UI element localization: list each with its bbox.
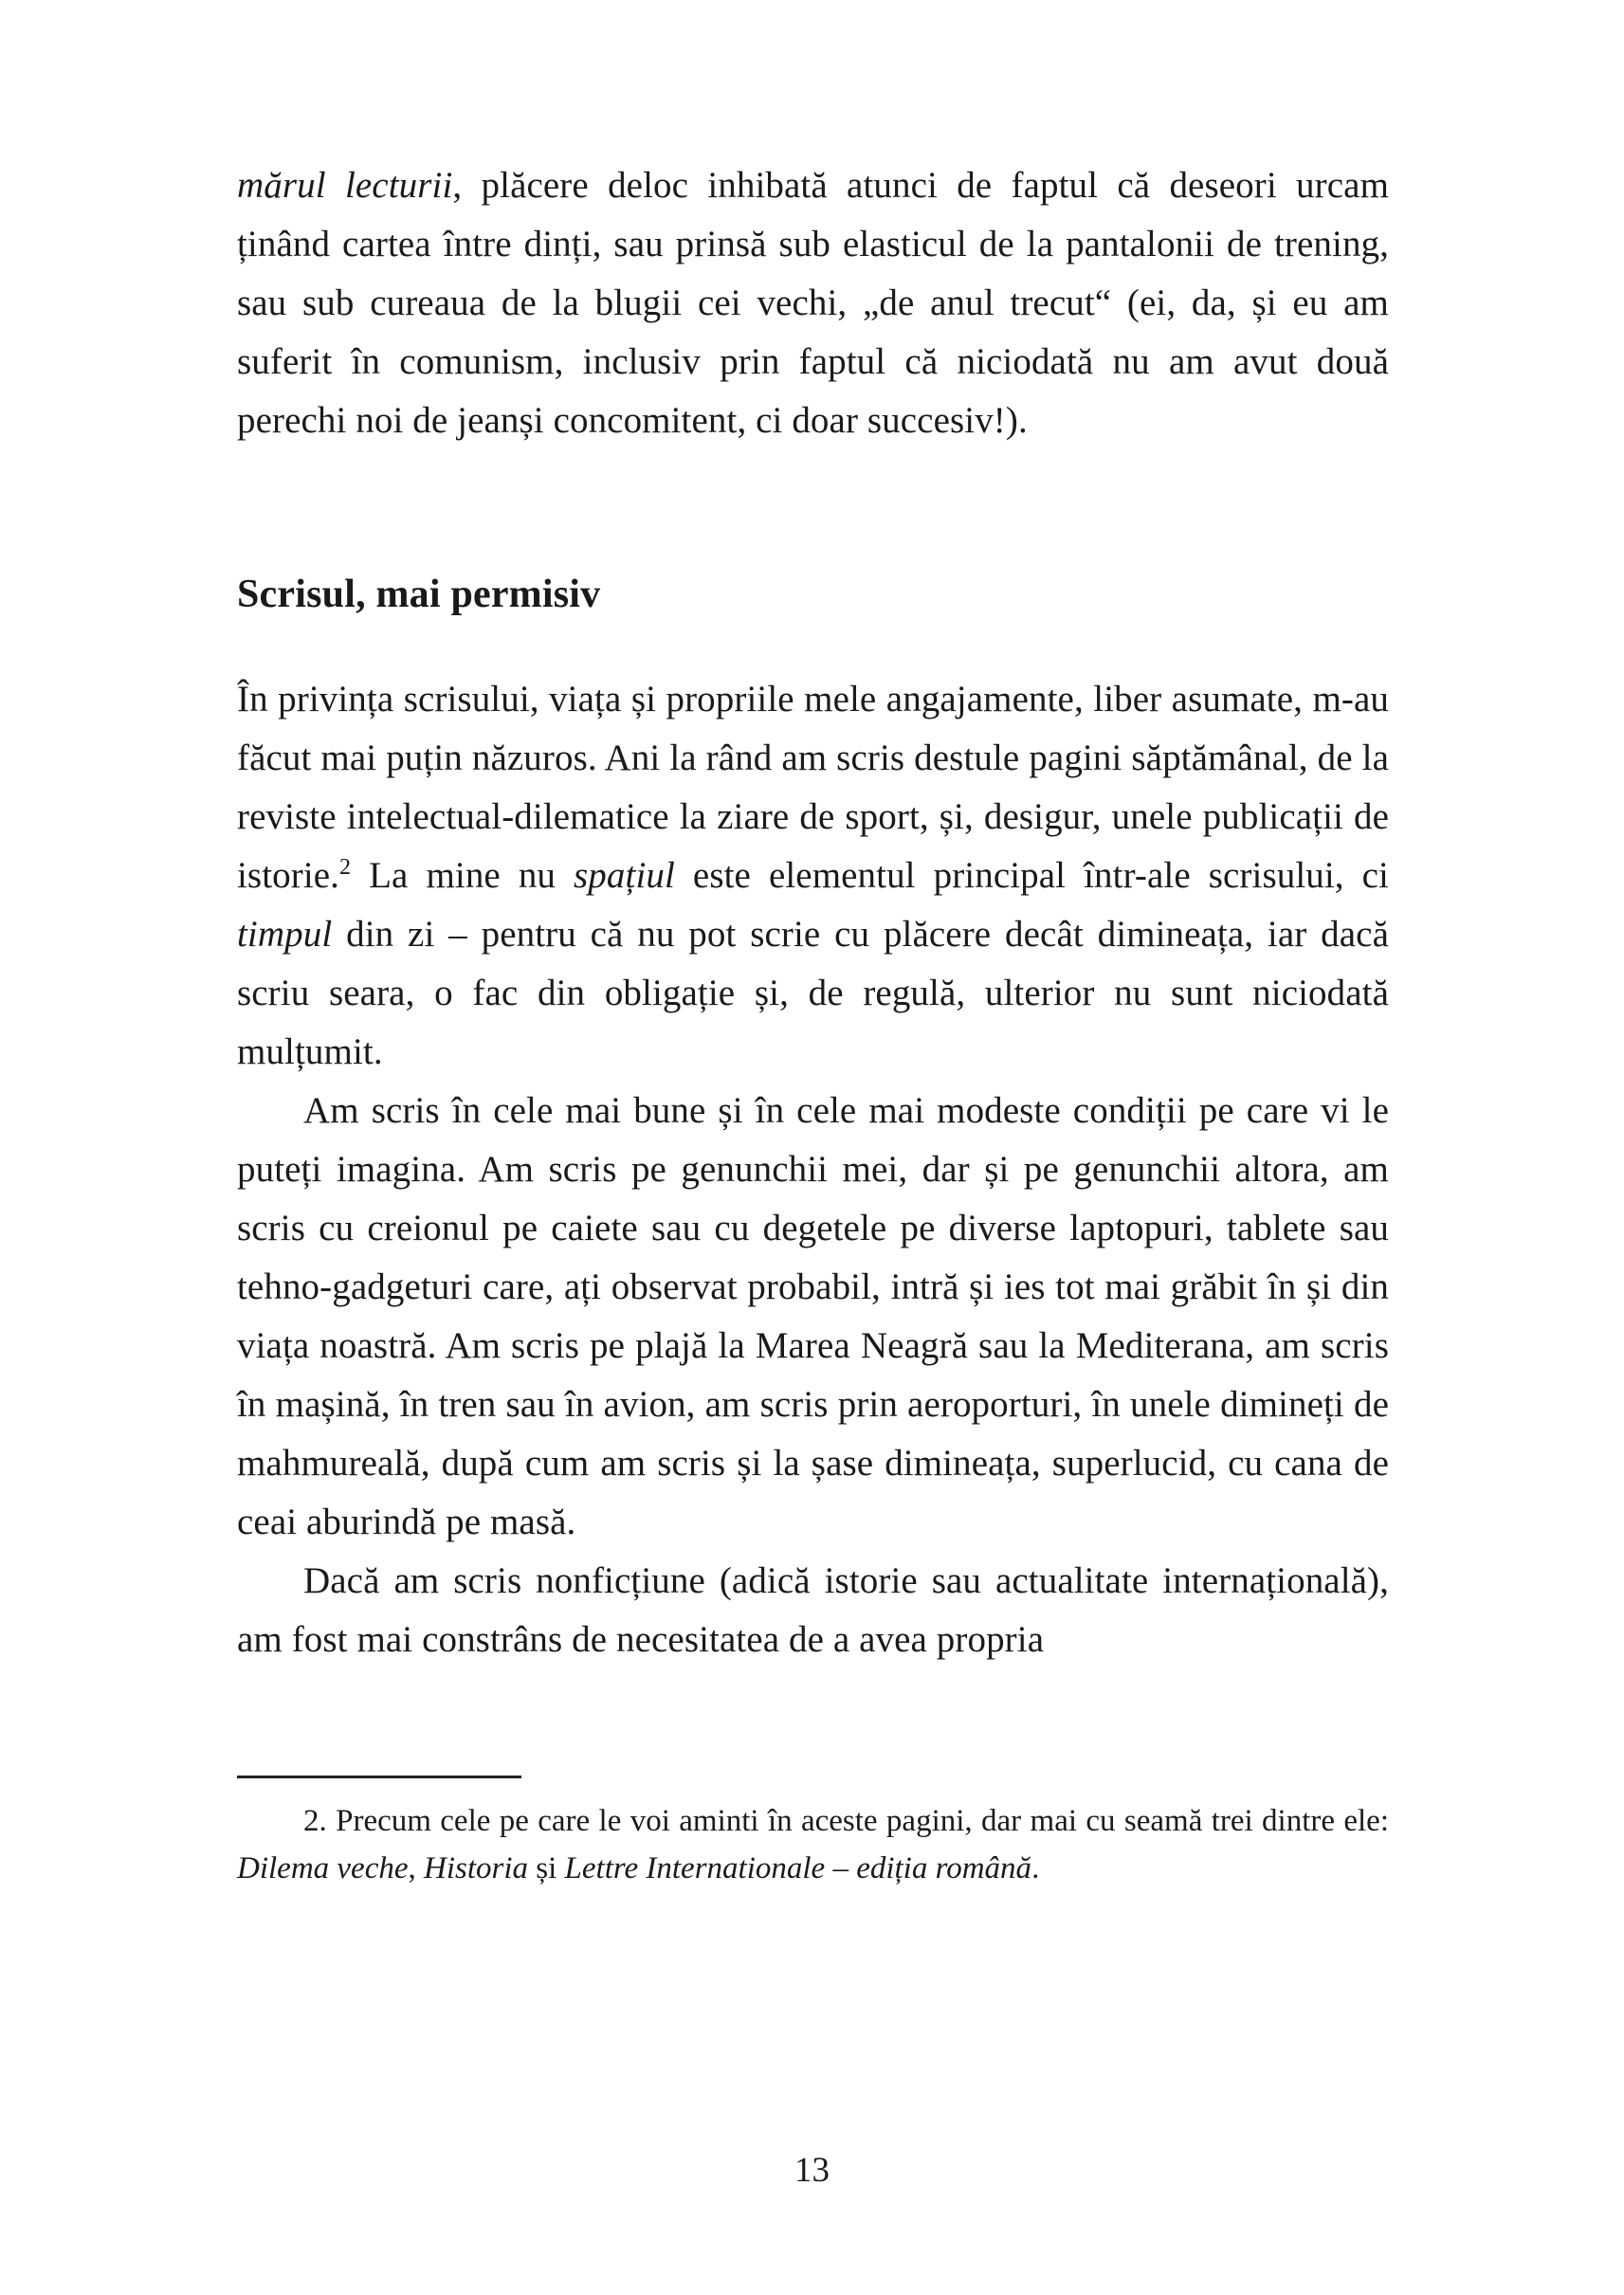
footnote-text: 2. Precum cele pe care le voi aminti în aceste pagini, dar mai cu seamă trei dintre ele: bbox=[303, 1804, 1389, 1838]
footnote-text: . bbox=[1031, 1851, 1040, 1885]
paragraph-text: Dacă am scris nonficțiune (adică istorie sau actualitate internațională), am fost mai constrâns de necesitatea de a avea propria bbox=[237, 1560, 1389, 1660]
body-paragraph-writing bbox=[237, 670, 1389, 1082]
paragraph-text: La mine nu bbox=[351, 855, 575, 896]
footnote-reference-2: 2 bbox=[339, 855, 352, 880]
italic-word-spatiul: spațiul bbox=[574, 855, 675, 896]
paragraph-text: Am scris în cele mai bune și în cele mai modeste condiții pe care vi le puteți imagina. Am scris pe genunchii mei, dar și pe genunchii altora, am scris cu creionul pe caiete sau cu degetele pe diverse laptopuri, tablete sau tehno-gadgeturi care, ați observat probabil, intră și ies tot mai grăbit în și din viața noastră. Am scris pe plajă la Marea Neagră sau la Mediterana, am scris în mașină, în tren sau în avion, am scris prin aeroporturi, în unele dimineți de mahmureală, după cum am scris și la șase dimineața, superlucid, cu cana de ceai aburindă pe masă. bbox=[237, 1090, 1389, 1542]
opening-paragraph-continuation bbox=[237, 156, 1389, 450]
footnote-text: și bbox=[528, 1851, 565, 1885]
paragraph-text: În privința scrisului, viața și propriile mele angajamente, liber asumate, m-au făcut mai puțin năzuros. Ani la rând am scris destule pagini săptămânal, de la reviste intelectual-dilematice la ziare de sport, și, desigur, unele publicații de istorie. bbox=[237, 679, 1389, 896]
italic-title-lettre-internationale: Lettre Internationale – ediția română bbox=[564, 1851, 1032, 1885]
paragraph-text: din zi – pentru că nu pot scrie cu plăcere decât dimineața, iar dacă scriu seara, o fac din obligație și, de regulă, ulterior nu sunt niciodată mulțumit. bbox=[237, 914, 1389, 1072]
italic-title-dilema-veche: Dilema veche bbox=[237, 1851, 409, 1885]
body-paragraph-nonfiction bbox=[237, 1552, 1389, 1669]
footnote-text: , bbox=[408, 1851, 424, 1885]
footnote bbox=[237, 1797, 1389, 1892]
page-body-text bbox=[237, 156, 1389, 1669]
section-heading: Scrisul, mai permisiv bbox=[237, 573, 601, 616]
body-paragraph-conditions bbox=[237, 1082, 1389, 1552]
italic-title-historia: Historia bbox=[424, 1851, 529, 1885]
footnote-separator-rule bbox=[237, 1776, 521, 1778]
page-number: 13 bbox=[794, 2151, 830, 2190]
paragraph-text: , plăcere deloc inhibată atunci de faptul că deseori urcam ținând cartea între dinți, sau prinsă sub elasticul de la pantalonii de trening, sau sub cureaua de la blugii cei vechi, „de anul trecut“ (ei, da, și eu am suferit în comunism, inclusiv prin faptul că niciodată nu am avut două perechi noi de jeanși concomitent, ci doar succesiv!). bbox=[237, 165, 1389, 441]
italic-phrase-marul-lecturii: mărul lecturii bbox=[237, 165, 453, 206]
italic-word-timpul: timpul bbox=[237, 914, 333, 955]
paragraph-text: este elementul principal într-ale scrisului, ci bbox=[674, 855, 1389, 896]
